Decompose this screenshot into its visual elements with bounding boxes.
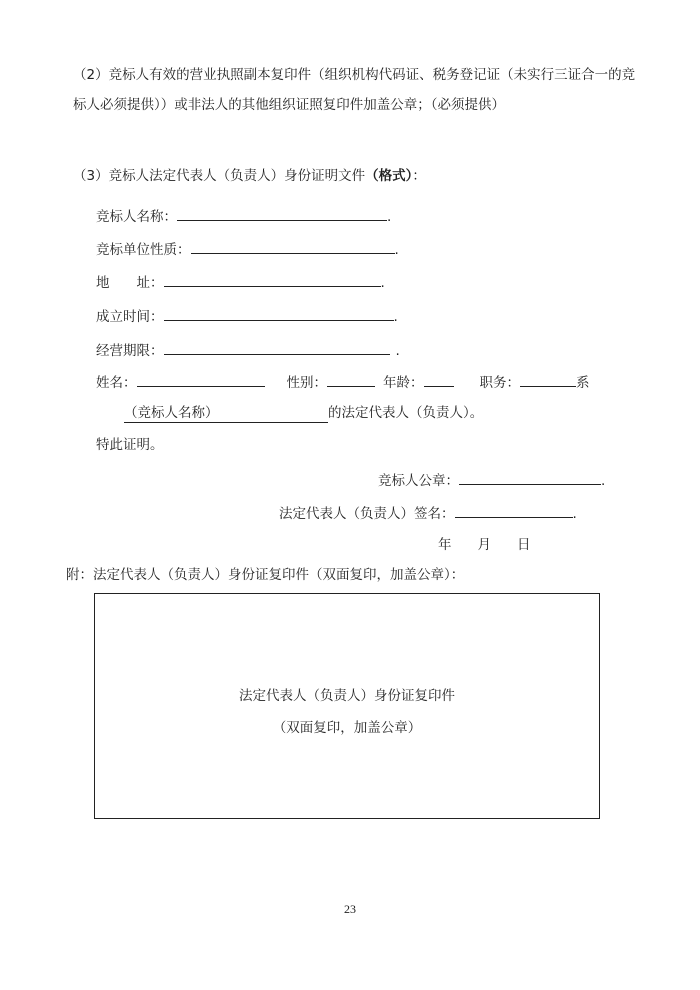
gender-field[interactable]	[327, 372, 375, 387]
date-row	[438, 536, 531, 554]
established-period: .	[393, 309, 398, 325]
legal-rep-row	[124, 404, 483, 423]
operation-period-row	[96, 340, 400, 360]
bidder-name-field[interactable]	[177, 206, 387, 221]
day-label: 日	[517, 537, 531, 553]
section3-heading-bold: （格式）	[365, 168, 413, 184]
name-label: 姓名：	[96, 375, 137, 391]
unit-nature-period: .	[394, 242, 399, 258]
seal-field[interactable]	[459, 470, 601, 485]
year-label: 年	[438, 537, 452, 553]
seal-row	[378, 470, 605, 490]
id-copy-box-note: （双面复印，加盖公章）	[272, 720, 422, 736]
id-copy-box-title: 法定代表人（负责人）身份证复印件	[239, 688, 455, 704]
operation-period-label: 经营期限：	[96, 343, 164, 359]
age-label: 年龄：	[383, 375, 424, 391]
id-copy-box	[94, 593, 600, 819]
unit-nature-field[interactable]	[191, 239, 395, 254]
operation-period-period: .	[395, 343, 400, 359]
bidder-name-row	[96, 206, 391, 226]
address-field[interactable]	[164, 272, 381, 287]
sign-label: 法定代表人（负责人）签名：	[279, 506, 455, 522]
bidder-name-placeholder: （竞标人名称）	[124, 405, 219, 421]
section3-heading-end: ：	[412, 168, 426, 184]
person-info-row	[96, 372, 590, 392]
month-label: 月	[477, 537, 491, 553]
established-field[interactable]	[164, 306, 394, 321]
bidder-name-placeholder-field[interactable]	[124, 404, 328, 423]
section3-heading	[73, 167, 426, 185]
seal-label: 竞标人公章：	[378, 473, 459, 489]
operation-period-field[interactable]	[164, 340, 390, 355]
established-row	[96, 306, 398, 326]
established-label: 成立时间：	[96, 309, 164, 325]
address-label: 地 址：	[96, 275, 164, 291]
age-field[interactable]	[424, 372, 454, 387]
position-label: 职务：	[479, 375, 520, 391]
section3-heading-text: （3）竞标人法定代表人（负责人）身份证明文件	[73, 168, 366, 184]
sign-field[interactable]	[455, 503, 573, 518]
gender-label: 性别：	[286, 375, 327, 391]
section2-line1: （2）竞标人有效的营业执照副本复印件（组织机构代码证、税务登记证（未实行三证合一的竞	[73, 67, 636, 83]
page-number: 23	[344, 902, 356, 916]
unit-nature-label: 竞标单位性质：	[96, 242, 191, 258]
bidder-name-label: 竞标人名称：	[96, 209, 177, 225]
position-field[interactable]	[520, 372, 576, 387]
name-field[interactable]	[137, 372, 265, 387]
legal-rep-text: 的法定代表人（负责人）。	[328, 405, 484, 421]
seal-period: .	[601, 473, 606, 489]
xi-text: 系	[576, 375, 590, 391]
sign-row	[279, 503, 577, 523]
sign-period: .	[572, 506, 577, 522]
attachment-label: 附：法定代表人（负责人）身份证复印件（双面复印，加盖公章）：	[66, 567, 465, 583]
bidder-name-period: .	[387, 209, 392, 225]
address-period: .	[380, 275, 385, 291]
address-row	[96, 272, 385, 292]
section2-line2: 标人必须提供））或非法人的其他组织证照复印件加盖公章；（必须提供）	[73, 97, 505, 113]
certify-text: 特此证明。	[96, 437, 164, 453]
unit-nature-row	[96, 239, 399, 259]
